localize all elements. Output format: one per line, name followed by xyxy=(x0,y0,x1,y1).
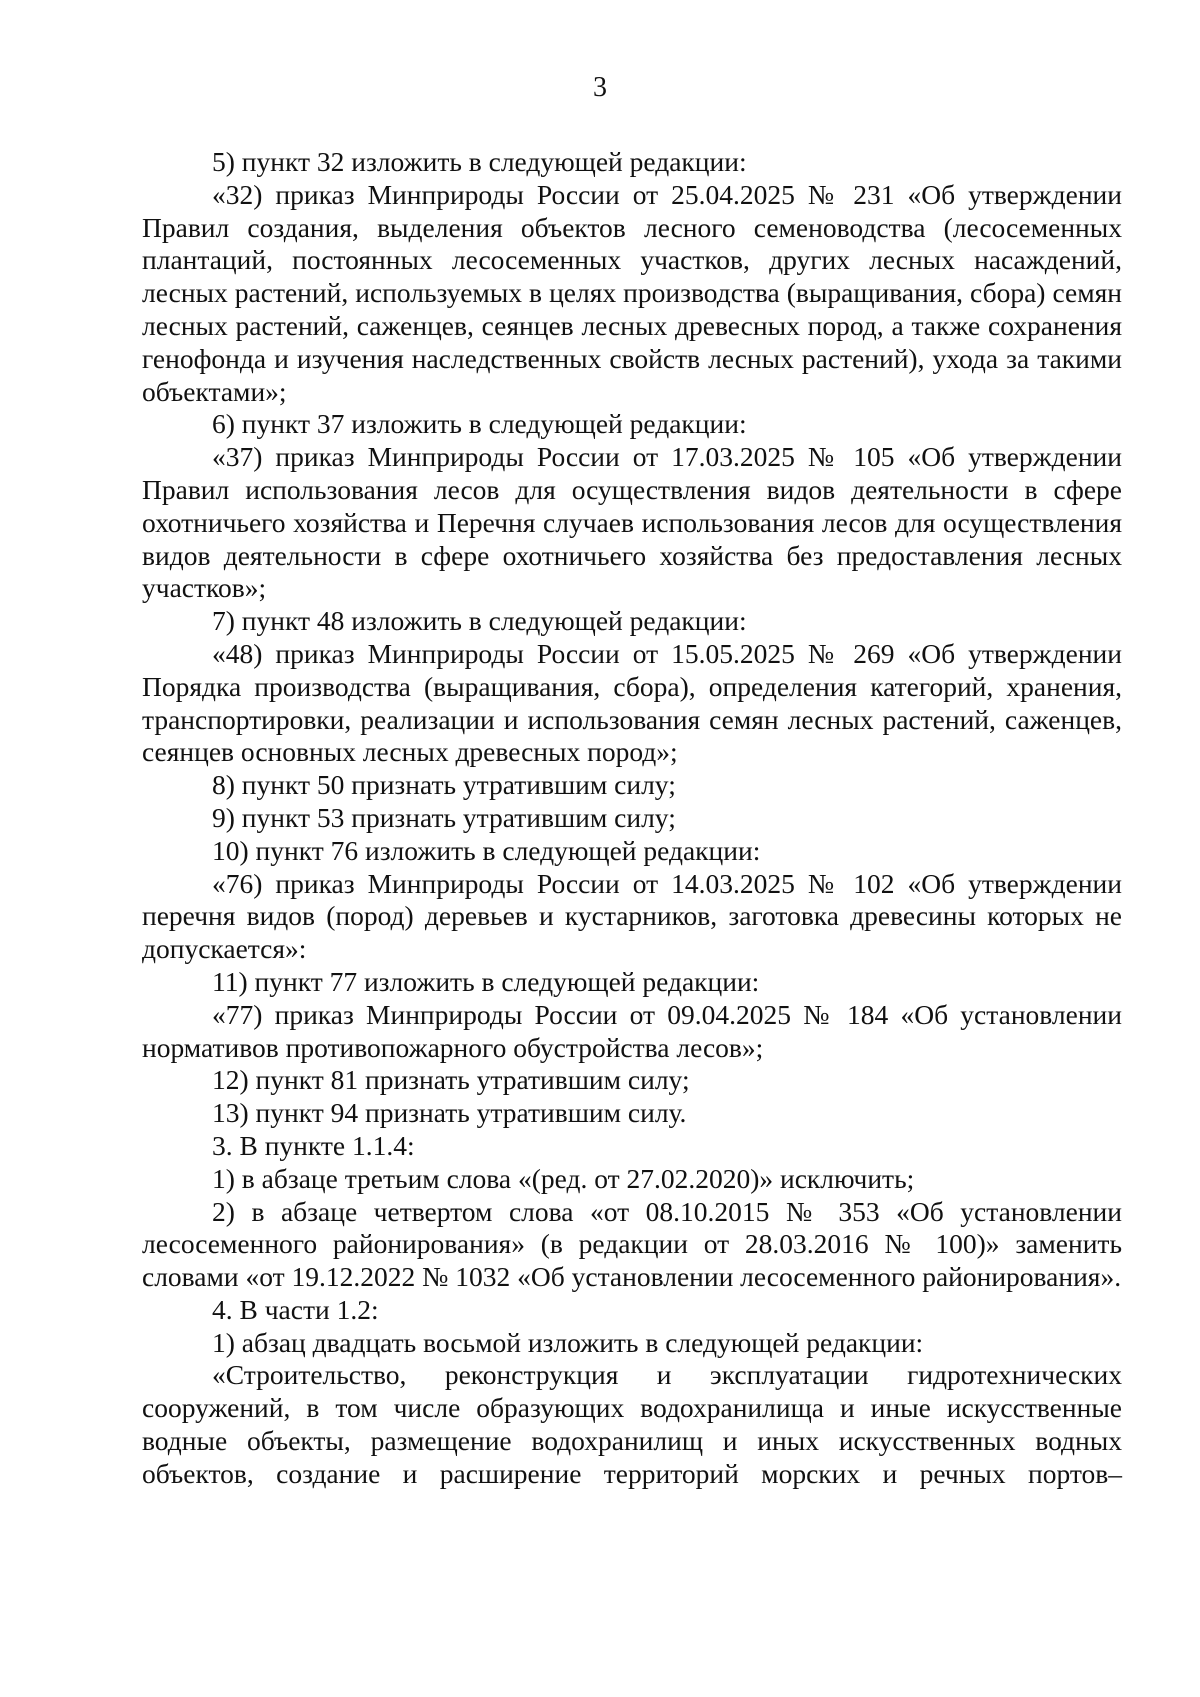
paragraph: 5) пункт 32 изложить в следующей редакции: xyxy=(212,146,747,177)
paragraph: «32) приказ Минприроды России от 25.04.2025 № 231 «Об утверждении Правил создания, выделения объектов лесного семеноводства (лесосеменных плантаций, постоянных лесосеменных участков, других лесных насаждений, лесных растений, используемых в целях производства (выращивания, сбора) семян лесных растений, саженцев, сеянцев лесных древесных пород, а также сохранения генофонда и изучения наследственных свойств лесных растений), ухода за такими объектами»; xyxy=(142,178,1122,407)
paragraph: 4. В части 1.2: xyxy=(212,1293,379,1325)
paragraph: «Строительство, реконструкция и эксплуатации гидротехнических сооружений, в том числе образующих водохранилища и иные искусственные водные объекты, размещение водохранилищ и иных искусственных водных объектов, создание и расширение территорий морских и речных портов– xyxy=(142,1359,1122,1489)
paragraph: 8) пункт 50 признать утратившим силу; xyxy=(212,769,676,801)
paragraph: 1) в абзаце третьим слова «(ред. от 27.02.2020)» исключить; xyxy=(212,1162,915,1194)
paragraph: «48) приказ Минприроды России от 15.05.2025 № 269 «Об утверждении Порядка производства (выращивания, сбора), определения категорий, хранения, транспортировки, реализации и использования семян лесных растений, саженцев, сеянцев основных лесных древесных пород»; xyxy=(142,637,1122,768)
paragraph: 9) пункт 53 признать утратившим силу; xyxy=(212,801,676,833)
paragraph: 3. В пункте 1.1.4: xyxy=(212,1129,415,1161)
paragraph: 1) абзац двадцать восьмой изложить в следующей редакции: xyxy=(212,1326,924,1358)
paragraph: 7) пункт 48 изложить в следующей редакции: xyxy=(212,605,747,637)
paragraph: 13) пункт 94 признать утратившим силу. xyxy=(212,1097,687,1129)
paragraph: «77) приказ Минприроды России от 09.04.2025 № 184 «Об установлении нормативов противопожарного обустройства лесов»; xyxy=(142,998,1122,1063)
paragraph: «76) приказ Минприроды России от 14.03.2025 № 102 «Об утверждении перечня видов (пород) деревьев и кустарников, заготовка древесины которых не допускается»: xyxy=(142,867,1122,965)
paragraph: 11) пункт 77 изложить в следующей редакции: xyxy=(212,965,760,997)
paragraph: 6) пункт 37 изложить в следующей редакции: xyxy=(212,408,747,440)
page-number: 3 xyxy=(593,72,607,103)
document-body xyxy=(142,146,1122,1491)
paragraph: 10) пункт 76 изложить в следующей редакции: xyxy=(212,834,761,866)
paragraph: 12) пункт 81 признать утратившим силу; xyxy=(212,1064,690,1096)
paragraph: «37) приказ Минприроды России от 17.03.2025 № 105 «Об утверждении Правил использования лесов для осуществления видов деятельности в сфере охотничьего хозяйства и Перечня случаев использования лесов для осуществления видов деятельности в сфере охотничьего хозяйства без предоставления лесных участков»; xyxy=(142,441,1122,604)
paragraph: 2) в абзаце четвертом слова «от 08.10.2015 № 353 «Об установлении лесосеменного районирования» (в редакции от 28.03.2016 № 100)» заменить словами «от 19.12.2022 № 1032 «Об установлении лесосеменного районирования». xyxy=(142,1195,1122,1293)
